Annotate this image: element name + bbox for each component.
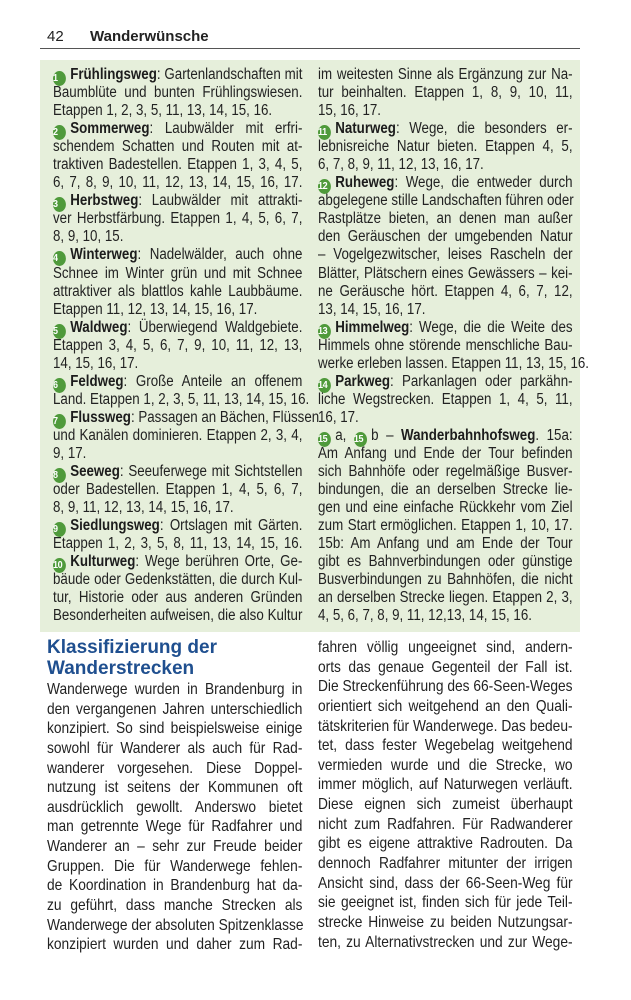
text-run: : Laubwälder mit erfri-	[149, 120, 303, 138]
text-line	[318, 933, 573, 953]
text-run: gibt es eigene attraktive Radrouten. Da	[318, 835, 573, 853]
text-run: de Koordination in Brandenburg hat da-	[47, 877, 303, 895]
text-run: : Wege, die besonders er-	[395, 120, 573, 138]
section-heading-line: Klassifizierung der	[47, 637, 217, 658]
text-run: immer möglich, auf Naturwegen verläuft.	[318, 776, 573, 794]
text-line	[318, 283, 573, 301]
text-line	[53, 589, 302, 607]
text-line	[318, 319, 573, 337]
text-run: fahren völlig ungeeignet sind, andern-	[318, 639, 573, 656]
text-run: Gruppen. Die für Wanderwege fehlen-	[47, 857, 303, 875]
text-line	[318, 84, 573, 102]
text-line	[53, 283, 302, 301]
text-line	[318, 192, 573, 210]
text-run: Wanderwege wurden in Brandenburg in	[47, 681, 303, 698]
text-line	[318, 373, 573, 391]
text-run: nicht zum Radfahren. Für Radwanderer	[318, 815, 573, 833]
text-line	[318, 174, 573, 192]
route-number-badge-icon: 13	[318, 324, 331, 339]
text-run: Etappen 1, 2, 3, 5, 8, 11, 13, 14, 15, 16.	[53, 535, 303, 553]
text-run: Himmels ohne störende menschliche Bau-	[318, 336, 573, 354]
text-run: Etappen 3, 4, 5, 6, 7, 9, 10, 11, 12, 13,	[53, 336, 303, 354]
route-name: Ruheweg	[335, 174, 395, 192]
text-line	[318, 795, 573, 815]
text-run: tet, dass fester Wegebelag weitgehend	[318, 737, 573, 755]
route-name: Siedlungsweg	[70, 517, 160, 535]
text-run: Baumblüte und bunten Frühlingswiesen.	[53, 84, 303, 102]
box-column-left	[53, 66, 320, 625]
route-number-badge-icon: 10	[53, 558, 66, 573]
text-run: Etappen 11, 12, 13, 14, 15, 16, 17.	[53, 300, 258, 318]
text-line	[318, 354, 589, 373]
text-line	[47, 759, 302, 779]
text-run: an derselben Strecke liegen. Etappen 2, 3,	[318, 589, 573, 607]
text-line	[47, 857, 302, 877]
route-name: Himmelweg	[335, 318, 410, 336]
route-name: Naturweg	[335, 120, 396, 138]
text-line	[318, 736, 573, 756]
text-run: Besonderheiten aufweisen, die also Kultur	[53, 607, 303, 625]
text-line	[53, 463, 302, 481]
text-line	[53, 319, 302, 337]
text-line	[318, 717, 573, 737]
route-number-badge-icon: 11	[318, 125, 331, 140]
text-run: den vergangenen Jahren unterschiedlich	[47, 700, 303, 718]
text-run: konzipiert. So sind beispielsweise einige	[47, 720, 303, 738]
text-run: 8, 9, 10, 15.	[53, 228, 124, 246]
text-run: bäude oder Gedenkstätten, die durch Kul-	[53, 571, 303, 589]
route-number-badge-icon: 14	[318, 378, 331, 393]
text-run: : Passagen an Bächen, Flüssen	[130, 408, 320, 426]
text-run: ausdrücklich gewollt. Anderswo bietet	[47, 798, 303, 816]
text-line	[318, 874, 573, 894]
box-column-right	[318, 66, 589, 625]
text-line	[53, 499, 302, 517]
text-run: werke erleben lassen. Etappen 11, 13, 15, 16.	[318, 354, 589, 372]
text-run: Rastplätze bieten, an denen man außer	[318, 210, 573, 228]
text-line	[318, 913, 573, 933]
text-line	[318, 571, 573, 589]
text-line	[318, 658, 573, 678]
text-line	[318, 427, 573, 445]
route-number-badge-icon: 4	[53, 251, 66, 266]
text-run: lebnisreiche Natur bieten. Etappen 4, 5,	[318, 138, 573, 156]
text-line	[318, 391, 573, 409]
text-line	[53, 445, 302, 463]
text-line	[318, 481, 573, 499]
text-run: attraktiver als blattlos kahle Laubbäume.	[53, 282, 303, 300]
text-line	[318, 102, 573, 120]
route-name: Wanderbahnhofsweg	[401, 426, 536, 444]
text-line	[53, 355, 302, 373]
text-line	[318, 228, 573, 246]
text-line	[318, 607, 573, 625]
text-line	[53, 337, 302, 355]
text-line	[318, 409, 573, 427]
text-run: tur, Historie oder aus anderen Gründen	[53, 589, 303, 607]
text-run: Wanderwege der absoluten Spitzenklasse	[47, 916, 304, 934]
text-line	[53, 571, 302, 589]
text-line	[318, 517, 573, 535]
text-line	[318, 589, 573, 607]
text-line	[318, 445, 573, 463]
text-run: im weitesten Sinne als Ergänzung zur Na-	[318, 66, 573, 83]
text-run: bindungen, die an derselben Strecke lie-	[318, 481, 573, 499]
text-line	[47, 876, 302, 896]
text-run: 9, 17.	[53, 444, 87, 462]
route-number-badge-icon: 7	[53, 414, 66, 429]
route-number-badge-icon: 12	[318, 179, 331, 194]
text-line	[53, 120, 302, 138]
text-run: schendem Schatten und Routen mit at-	[53, 138, 303, 156]
text-line	[47, 896, 302, 916]
route-name: Herbstweg	[70, 192, 139, 210]
text-line	[318, 697, 573, 717]
text-line	[53, 102, 302, 120]
text-run: konzipiert wurden und daher zum Rad-	[47, 936, 303, 954]
text-run: 4, 5, 6, 7, 8, 9, 11, 12,13, 14, 15, 16.	[318, 607, 532, 625]
text-run: orts das genaue Gegenteil der Fall ist.	[318, 658, 573, 676]
text-line	[53, 427, 302, 445]
text-line	[53, 607, 302, 625]
text-run: ver Herbstfärbung. Etappen 1, 4, 5, 6, 7,	[53, 210, 303, 228]
text-run: 6, 7, 8, 9, 11, 12, 13, 16, 17.	[318, 156, 484, 174]
section-heading-line: Wanderstrecken	[47, 658, 195, 679]
route-name: Kulturweg	[70, 553, 136, 571]
text-run: tätskriterien für Wanderwege. Das bedeu-	[318, 717, 573, 735]
text-run: b –	[371, 426, 402, 444]
route-number-badge-icon: 1	[53, 71, 66, 86]
text-line	[47, 739, 302, 759]
text-run: : Wege berühren Orte, Ge-	[135, 553, 303, 571]
text-line	[318, 246, 573, 264]
text-line	[318, 156, 573, 174]
route-number-badge-icon: 15	[354, 432, 367, 447]
section-heading	[47, 637, 217, 679]
text-run: Am Anfang und Ende der Tour befinden	[318, 444, 573, 462]
text-run: : Ortslagen mit Gärten.	[159, 517, 303, 535]
text-run: : Parkanlagen oder parkähn-	[390, 372, 573, 390]
text-line	[53, 553, 302, 571]
text-line	[53, 138, 302, 156]
text-run: Blätter, Plätschern eines Gewässers – kei-	[318, 264, 573, 282]
text-run: : Seeuferwege mit Sichtstellen	[119, 463, 303, 481]
route-name: Parkweg	[335, 372, 391, 390]
text-line	[53, 66, 302, 84]
text-run: Diese eignen sich zumeist überhaupt	[318, 796, 573, 814]
route-number-badge-icon: 3	[53, 197, 66, 212]
text-run: wanderer vorgesehen. Diese Doppel-	[47, 759, 303, 777]
text-line	[53, 246, 302, 264]
text-run: sie geeignet ist, finden sich für jede Teil-	[318, 894, 573, 912]
text-line	[318, 815, 573, 835]
text-run: vermieden wurde und die Strecke, wo	[318, 756, 573, 774]
text-line	[318, 775, 573, 795]
text-run: 15b: Am Anfang und am Ende der Tour	[318, 535, 573, 553]
text-run: zu geführt, dass manche Strecken als	[47, 897, 303, 915]
route-number-badge-icon: 9	[53, 522, 66, 537]
text-run: . 15a:	[535, 426, 573, 444]
text-line	[47, 837, 302, 857]
text-line	[53, 373, 302, 391]
route-number-badge-icon: 6	[53, 378, 66, 393]
header-rule	[40, 48, 580, 49]
text-line	[47, 798, 302, 818]
text-line	[318, 834, 573, 854]
route-number-badge-icon: 2	[53, 125, 66, 140]
text-run: den Geräuschen der umgebenden Natur	[318, 228, 573, 246]
text-line	[53, 84, 302, 102]
text-line	[53, 210, 302, 228]
text-line	[318, 553, 573, 571]
text-run: orientiert sich weitgehend an den Quali-	[318, 697, 573, 715]
text-run: : Gartenlandschaften mit	[156, 66, 303, 83]
text-run: oder Badestellen. Etappen 1, 4, 5, 6, 7,	[53, 481, 303, 499]
text-run: Land. Etappen 1, 2, 3, 5, 11, 13, 14, 15, 16.	[53, 390, 310, 408]
text-line	[318, 854, 573, 874]
text-run: 13, 14, 15, 16, 17.	[318, 300, 426, 318]
body-column-right	[318, 638, 573, 952]
text-run: zum Start ermöglichen. Etappen 1, 10, 17.	[318, 517, 573, 535]
text-run: sowohl für Wanderer als auch für Rad-	[47, 739, 303, 757]
route-number-badge-icon: 15	[318, 432, 331, 447]
text-line	[53, 174, 302, 192]
text-line	[47, 680, 302, 700]
text-run: gen und eine einfache Rückkehr vom Ziel	[318, 499, 573, 517]
text-line	[53, 301, 302, 319]
text-run: Ansicht sind, dass der 66-Seen-Weg für	[318, 874, 573, 892]
route-number-badge-icon: 8	[53, 468, 66, 483]
text-line	[318, 66, 573, 84]
text-run: – Vogelgezwitscher, leises Rascheln der	[318, 246, 573, 264]
text-run: abgelegene stille Landschaften führen oder	[318, 192, 574, 210]
text-run: ne Geräusche hört. Etappen 4, 6, 7, 12,	[318, 282, 573, 300]
route-name: Feldweg	[70, 372, 124, 390]
text-run: 15, 16, 17.	[318, 102, 382, 120]
text-run: : Überwiegend Waldgebiete.	[127, 318, 303, 336]
text-run: strecke Hinweise zu beiden Nutzungsar-	[318, 913, 573, 931]
text-run: Schnee im Winter grün und mit Schnee	[53, 264, 303, 282]
text-line	[47, 916, 302, 936]
text-line	[53, 156, 302, 174]
text-run: Wanderer an – sehr zur Freude beider	[47, 838, 303, 856]
route-number-badge-icon: 5	[53, 324, 66, 339]
text-run: sich Bahnhöfe oder regelmäßige Busver-	[318, 463, 573, 481]
text-run: 8, 9, 11, 12, 13, 14, 15, 16, 17.	[53, 499, 234, 517]
text-run: tur beinhalten. Etappen 1, 8, 9, 10, 11,	[318, 84, 573, 102]
route-name: Waldweg	[70, 318, 128, 336]
text-line	[318, 756, 573, 776]
text-run: 16, 17.	[318, 408, 359, 426]
text-line	[53, 228, 302, 246]
text-line	[318, 265, 573, 283]
text-line	[47, 935, 302, 955]
text-line	[318, 638, 573, 658]
route-name: Sommerweg	[70, 120, 150, 138]
route-name: Seeweg	[70, 463, 120, 481]
text-line	[47, 719, 302, 739]
text-line	[53, 517, 302, 535]
text-run: : Große Anteile an offenem	[123, 372, 303, 390]
text-run: : Wege, die die Weite des	[409, 318, 573, 336]
text-line	[53, 390, 310, 409]
text-line	[318, 138, 573, 156]
text-run: ten, zu Alternativstrecken und zur Wege-	[318, 933, 573, 951]
text-line	[318, 337, 573, 355]
text-run: gibt es Bahnverbindungen oder günstige	[318, 553, 573, 571]
text-line	[318, 463, 573, 481]
text-run: liche Wegstrecken. Etappen 1, 4, 5, 11,	[318, 390, 573, 408]
text-line	[318, 677, 573, 697]
text-line	[47, 778, 302, 798]
text-line	[53, 265, 302, 283]
text-run: nutzung ist seitens der Kommunen oft	[47, 779, 303, 797]
text-line	[318, 301, 573, 319]
text-run: : Nadelwälder, auch ohne	[137, 246, 303, 264]
text-run: Busverbindungen zu Bahnhöfen, die nicht	[318, 571, 573, 589]
text-run: a,	[335, 426, 354, 444]
text-run: 6, 7, 8, 9, 10, 11, 12, 13, 14, 15, 16, 17.	[53, 174, 303, 192]
text-run: und Kanälen dominieren. Etappen 2, 3, 4,	[53, 426, 303, 444]
text-run: : Wege, die entweder durch	[394, 174, 573, 192]
text-line	[318, 210, 573, 228]
text-run: 14, 15, 16, 17.	[53, 354, 139, 372]
text-line	[53, 408, 320, 427]
text-line	[318, 535, 573, 553]
route-name: Flussweg	[70, 408, 131, 426]
text-run: traktiven Badestellen. Etappen 1, 3, 4, 5,	[53, 156, 303, 174]
text-line	[318, 120, 573, 138]
body-column-left	[47, 680, 302, 955]
text-line	[53, 481, 302, 499]
text-line	[53, 192, 302, 210]
text-line	[318, 893, 573, 913]
text-line	[318, 499, 573, 517]
route-name: Frühlingsweg	[70, 66, 157, 83]
text-line	[47, 817, 302, 837]
page-number: 42	[47, 28, 64, 45]
chapter-title: Wanderwünsche	[90, 28, 209, 45]
text-run: Etappen 1, 2, 3, 5, 11, 13, 14, 15, 16.	[53, 102, 273, 120]
text-line	[53, 535, 302, 553]
text-line	[47, 700, 302, 720]
route-name: Winterweg	[70, 246, 138, 264]
text-run: : Laubwälder mit attrakti-	[138, 192, 303, 210]
text-run: dennoch Radfahrer mitunter der irrigen	[318, 855, 573, 873]
text-run: man getrennte Wege für Radfahrer und	[47, 818, 303, 836]
text-run: Die Streckenführung des 66-Seen-Weges	[318, 678, 573, 696]
